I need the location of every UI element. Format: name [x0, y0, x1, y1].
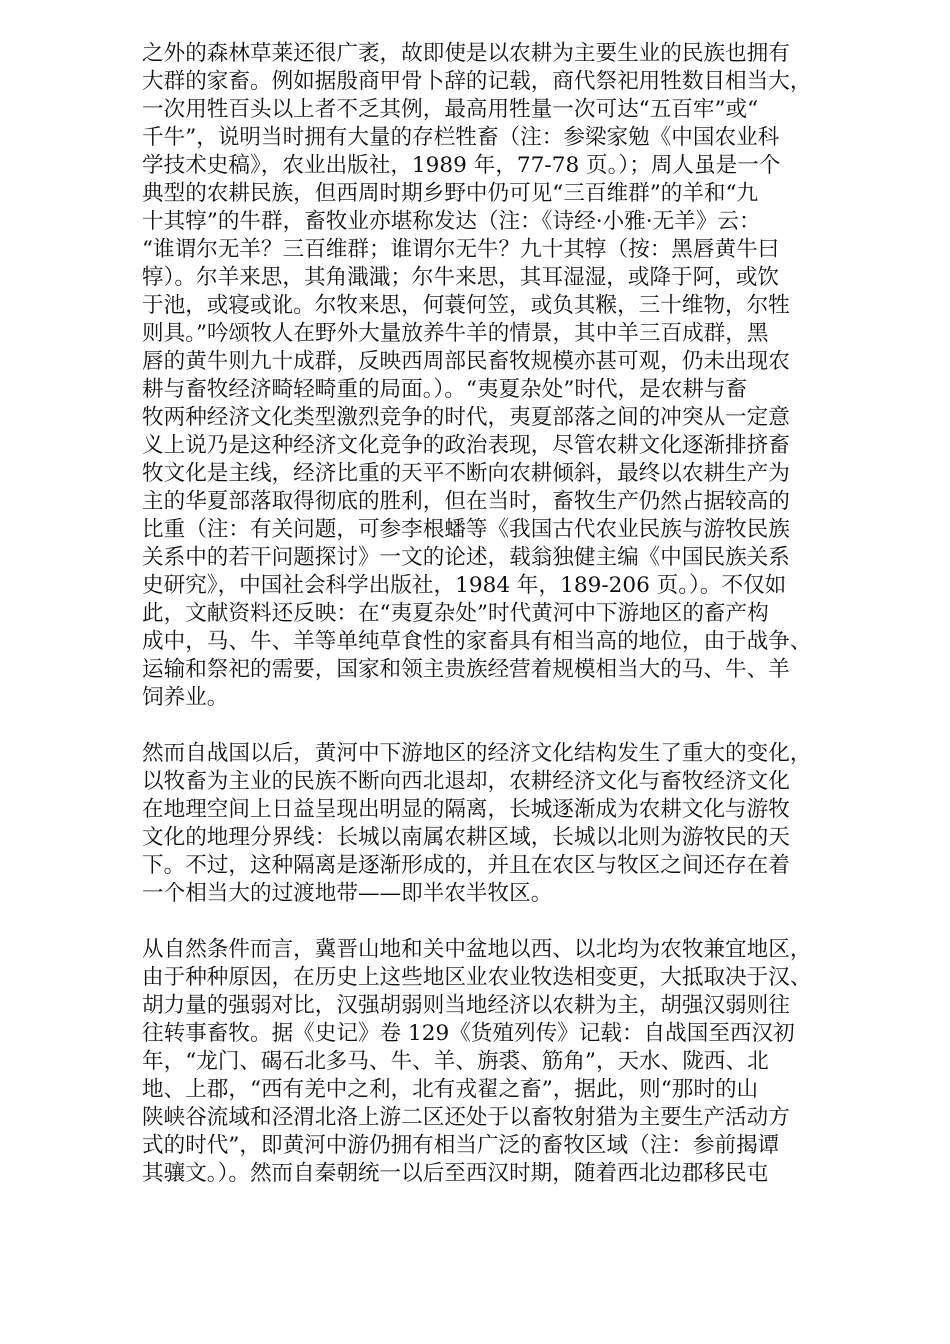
- text-line: 史研究》，中国社会科学出版社，1984 年，189-206 页。）。不仅如: [142, 573, 787, 598]
- text-line: 下。不过，这种隔离是逐渐形成的，并且在农区与牧区之间还存在着: [142, 853, 790, 878]
- text-line: 胡力量的强弱对比，汉强胡弱则当地经济以农耕为主，胡强汉弱则往: [142, 993, 790, 1018]
- paragraph-1: [142, 40, 880, 712]
- text-line: 式的时代”，即黄河中游仍拥有相当广泛的畜牧区域（注：参前揭谭: [142, 1133, 780, 1158]
- text-line: 之外的森林草莱还很广袤，故即使是以农耕为主要生业的民族也拥有: [142, 41, 790, 66]
- text-line: 义上说乃是这种经济文化竞争的政治表现，尽管农耕文化逐渐排挤畜: [142, 433, 790, 458]
- text-line: 饲养业。: [142, 685, 229, 710]
- text-line: 由于种种原因，在历史上这些地区业农业牧迭相变更，大抵取决于汉、: [142, 965, 812, 990]
- text-line: 地、上郡，“西有羌中之利，北有戎翟之畜”，据此，则“那时的山: [142, 1077, 759, 1102]
- text-line: 千牛”，说明当时拥有大量的存栏牲畜（注：参梁家勉《中国农业科: [142, 125, 780, 150]
- text-line: 一次用牲百头以上者不乏其例，最高用牲量一次可达“五百牢”或“: [142, 97, 759, 122]
- text-line: 文化的地理分界线：长城以南属农耕区域，长城以北则为游牧民的天: [142, 825, 790, 850]
- text-line: 学技术史稿》，农业出版社，1989 年，77-78 页。）；周人虽是一个: [142, 153, 781, 178]
- text-line: 运输和祭祀的需要，国家和领主贵族经营着规模相当大的马、牛、羊: [142, 657, 790, 682]
- text-line: 此，文献资料还反映：在“夷夏杂处”时代黄河中下游地区的畜产构: [142, 601, 769, 626]
- text-line: 在地理空间上日益呈现出明显的隔离，长城逐渐成为农耕文化与游牧: [142, 797, 790, 822]
- text-line: 牧文化是主线，经济比重的天平不断向农耕倾斜，最终以农耕生产为: [142, 461, 790, 486]
- text-line: 其骧文。）。然而自秦朝统一以后至西汉时期，随着西北边郡移民屯: [142, 1161, 769, 1186]
- text-line: 主的华夏部落取得彻底的胜利，但在当时，畜牧生产仍然占据较高的: [142, 489, 790, 514]
- text-line: 陕峡谷流域和泾渭北洛上游二区还处于以畜牧射猎为主要生产活动方: [142, 1105, 790, 1130]
- text-line: 比重（注：有关问题，可参李根蟠等《我国古代农业民族与游牧民族: [142, 517, 790, 542]
- text-line: 关系中的若干问题探讨》一文的论述，载翁独健主编《中国民族关系: [142, 545, 790, 570]
- text-line: 一个相当大的过渡地带——即半农半牧区。: [142, 881, 553, 906]
- text-line: 从自然条件而言，冀晋山地和关中盆地以西、以北均为农牧兼宜地区，: [142, 937, 812, 962]
- text-line: “谁谓尔无羊？三百维群；谁谓尔无牛？九十其犉（按：黑唇黄牛曰: [142, 237, 780, 262]
- text-line: 然而自战国以后，黄河中下游地区的经济文化结构发生了重大的变化，: [142, 741, 812, 766]
- text-line: 则具。”吟颂牧人在野外大量放养牛羊的情景，其中羊三百成群，黑: [142, 321, 769, 346]
- text-line: 犉）。尔羊来思，其角濈濈；尔牛来思，其耳湿湿，或降于阿，或饮: [142, 265, 780, 290]
- text-line: 十其犉”的牛群，畜牧业亦堪称发达（注：《诗经·小雅·无羊》云：: [142, 209, 761, 234]
- text-line: 成中，马、牛、羊等单纯草食性的家畜具有相当高的地位，由于战争、: [142, 629, 812, 654]
- text-line: 往转事畜牧。据《史记》卷 129《货殖列传》记载：自战国至西汉初: [142, 1021, 795, 1046]
- text-line: 以牧畜为主业的民族不断向西北退却，农耕经济文化与畜牧经济文化: [142, 769, 790, 794]
- text-line: 大群的家畜。例如据殷商甲骨卜辞的记载，商代祭祀用牲数目相当大，: [142, 69, 812, 94]
- text-line: 于池，或寝或讹。尔牧来思，何蓑何笠，或负其糇，三十维物，尔牲: [142, 293, 790, 318]
- text-line: 耕与畜牧经济畸轻畸重的局面。）。“夷夏杂处”时代，是农耕与畜: [142, 377, 748, 402]
- paragraph-3: [142, 936, 880, 1188]
- paragraph-2: [142, 740, 880, 908]
- text-line: 典型的农耕民族，但西周时期乡野中仍可见“三百维群”的羊和“九: [142, 181, 759, 206]
- document-page: [142, 40, 880, 1216]
- text-line: 年，“龙门、碣石北多马、牛、羊、旃裘、筋角”，天水、陇西、北: [142, 1049, 769, 1074]
- text-line: 唇的黄牛则九十成群，反映西周部民畜牧规模亦甚可观，仍未出现农: [142, 349, 790, 374]
- text-line: 牧两种经济文化类型激烈竞争的时代，夷夏部落之间的冲突从一定意: [142, 405, 790, 430]
